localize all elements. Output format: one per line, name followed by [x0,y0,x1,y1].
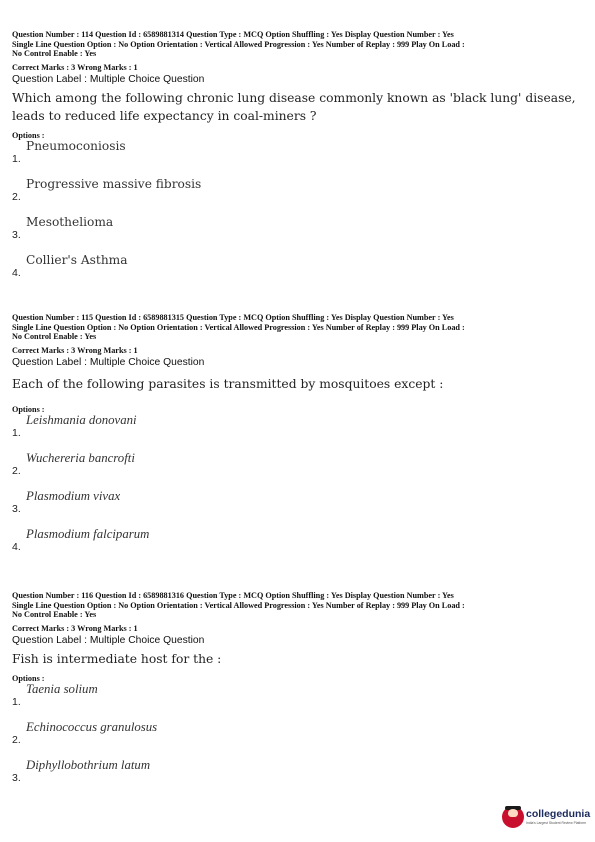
option-item[interactable] [12,527,584,565]
meta-line: Question Number : 115 Question Id : 6589881315 Question Type : MCQ Option Shuffling : Yes Display Question Number : Yes [12,313,454,322]
option-item[interactable] [12,215,584,253]
question-meta [12,313,584,342]
option-text: Plasmodium vivax [26,488,121,503]
option-number: 4. [12,266,21,279]
option-text: Leishmania donovani [26,412,137,427]
options-heading: Options : [12,130,45,140]
logo-tagline: India's Largest Student Review Platform [526,821,587,825]
question-block-116 [12,591,584,796]
meta-line: No Control Enable : Yes [12,49,97,59]
marks-line: Correct Marks : 3 Wrong Marks : 1 [12,62,138,72]
meta-line: Single Line Question Option : No Option Orientation : Vertical Allowed Progression : Yes Number of Replay : 999 Play On Load : [12,322,465,332]
meta-line: Question Number : 114 Question Id : 6589881314 Question Type : MCQ Option Shuffling : Yes Display Question Number : Yes [12,30,454,39]
mascot-icon [502,806,524,828]
question-meta [12,591,584,620]
option-text: Pneumoconiosis [26,138,126,153]
option-item[interactable] [12,720,584,758]
option-text: Collier's Asthma [26,252,128,267]
option-text: Wuchereria bancrofti [26,450,135,465]
option-number: 4. [12,540,21,553]
meta-line: Single Line Question Option : No Option Orientation : Vertical Allowed Progression : Yes Number of Replay : 999 Play On Load : [12,600,465,610]
option-number: 2. [12,733,21,746]
question-label: Question Label : Multiple Choice Question [12,356,205,368]
meta-line: Question Number : 116 Question Id : 6589881316 Question Type : MCQ Option Shuffling : Yes Display Question Number : Yes [12,591,454,600]
option-number: 2. [12,464,21,477]
option-item[interactable] [12,139,584,177]
options-heading: Options : [12,673,45,683]
option-text: Plasmodium falciparum [26,526,150,541]
option-number: 1. [12,695,21,708]
option-item[interactable] [12,177,584,215]
option-number: 3. [12,771,21,784]
question-meta [12,30,584,59]
option-number: 1. [12,152,21,165]
option-number: 3. [12,228,21,241]
question-stem: Each of the following parasites is transmitted by mosquitoes except : [12,376,444,391]
option-text: Mesothelioma [26,214,114,229]
question-label: Question Label : Multiple Choice Question [12,634,205,646]
question-block-115 [12,313,584,565]
option-text: Taenia solium [26,681,98,696]
option-item[interactable] [12,489,584,527]
meta-line: No Control Enable : Yes [12,610,97,620]
question-block-114 [12,30,584,291]
option-text: Progressive massive fibrosis [26,176,202,191]
meta-line: No Control Enable : Yes [12,332,97,342]
collegedunia-logo [502,806,590,832]
question-label: Question Label : Multiple Choice Question [12,73,205,85]
option-text: Diphyllobothrium latum [26,757,151,772]
question-stem: Which among the following chronic lung disease commonly known as 'black lung' disease, leads to reduced life expectancy in coal-miners ? [12,90,576,123]
option-item[interactable] [12,451,584,489]
option-item[interactable] [12,758,584,796]
meta-line: Single Line Question Option : No Option Orientation : Vertical Allowed Progression : Yes Number of Replay : 999 Play On Load : [12,39,465,49]
options-heading: Options : [12,404,45,414]
option-text: Echinococcus granulosus [26,719,158,734]
marks-line: Correct Marks : 3 Wrong Marks : 1 [12,345,138,355]
option-item[interactable] [12,682,584,720]
option-number: 1. [12,426,21,439]
option-item[interactable] [12,253,584,291]
option-number: 3. [12,502,21,515]
option-item[interactable] [12,413,584,451]
logo-name: collegedunia [526,808,591,820]
question-stem: Fish is intermediate host for the : [12,651,222,666]
option-number: 2. [12,190,21,203]
marks-line: Correct Marks : 3 Wrong Marks : 1 [12,623,138,633]
